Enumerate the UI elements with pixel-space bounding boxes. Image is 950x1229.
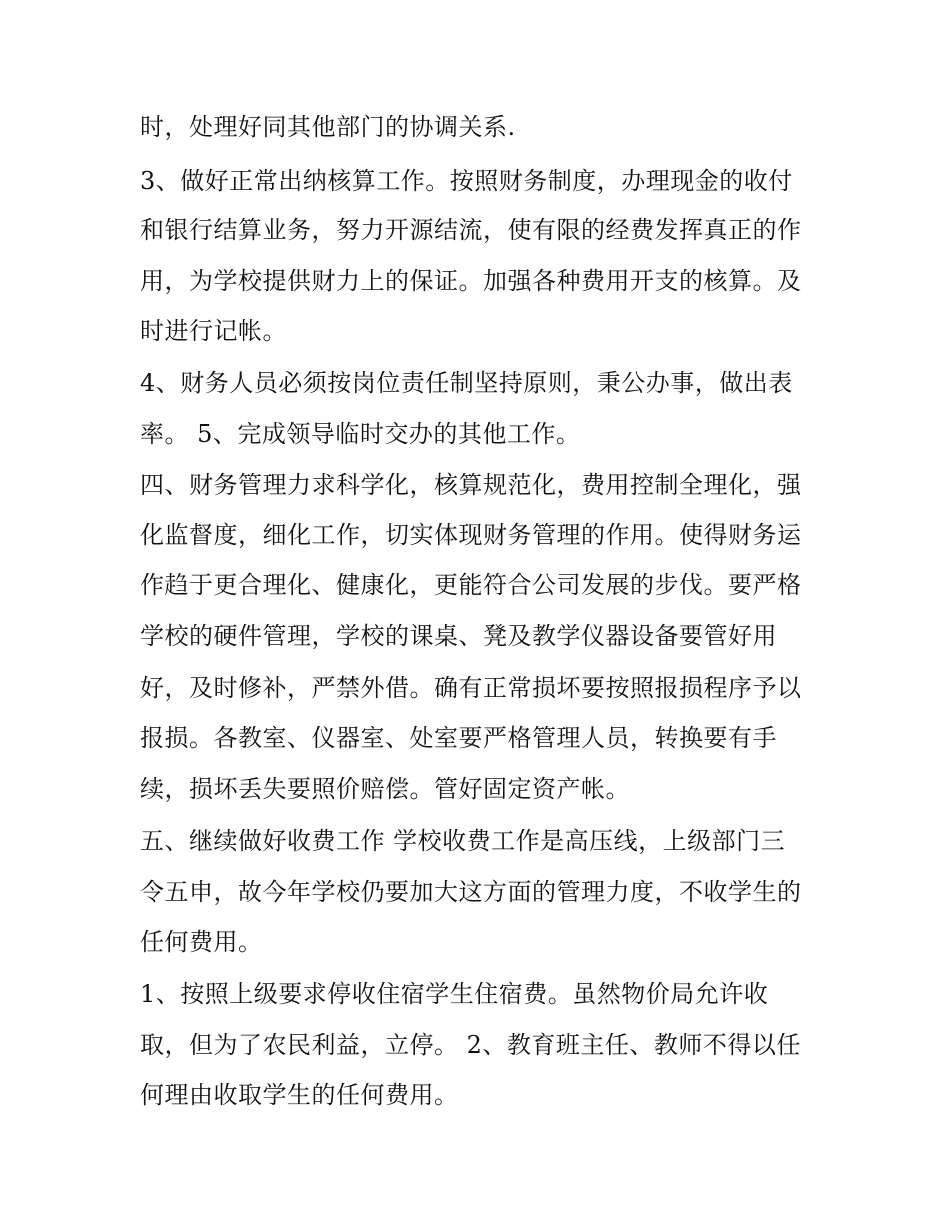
text-line: 作趋于更合理化、健康化，更能符合公司发展的步伐。要严格 (140, 571, 802, 599)
text-line: 和银行结算业务，努力开源结流，使有限的经费发挥真正的作 (140, 216, 802, 244)
text-line: 好，及时修补，严禁外借。确有正常损坏要按照报损程序予以 (140, 674, 802, 702)
text-line: 续，损坏丢失要照价赔偿。管好固定资产帐。 (140, 775, 630, 803)
text-line: 3、做好正常出纳核算工作。按照财务制度，办理现金的收付 (140, 167, 793, 195)
text-line: 任何费用。 (140, 928, 263, 956)
text-line: 1、按照上级要求停收住宿学生住宿费。虽然物价局允许收 (140, 980, 769, 1008)
text-line: 报损。各教室、仪器室、处室要严格管理人员，转换要有手 (140, 724, 777, 752)
text-line: 五、继续做好收费工作 学校收费工作是高压线，上级部门三 (140, 827, 786, 855)
text-line: 化监督度，细化工作，切实体现财务管理的作用。使得财务运 (140, 521, 802, 549)
text-line: 用，为学校提供财力上的保证。加强各种费用开支的核算。及 (140, 267, 802, 295)
text-line: 令五申，故今年学校仍要加大这方面的管理力度，不收学生的 (140, 878, 802, 906)
text-line: 时进行记帐。 (140, 317, 287, 345)
text-line: 4、财务人员必须按岗位责任制坚持原则，秉公办事，做出表 (140, 369, 793, 397)
text-line: 取，但为了农民利益，立停。 2、教育班主任、教师不得以任 (140, 1031, 801, 1059)
text-line: 学校的硬件管理，学校的课桌、凳及教学仪器设备要管好用 (140, 622, 777, 650)
text-line: 时，处理好同其他部门的协调关系. (140, 113, 516, 141)
text-line: 四、财务管理力求科学化，核算规范化，费用控制全理化，强 (140, 471, 802, 499)
text-line: 率。 5、完成领导临时交办的其他工作。 (140, 420, 581, 448)
text-line: 何理由收取学生的任何费用。 (140, 1081, 459, 1109)
